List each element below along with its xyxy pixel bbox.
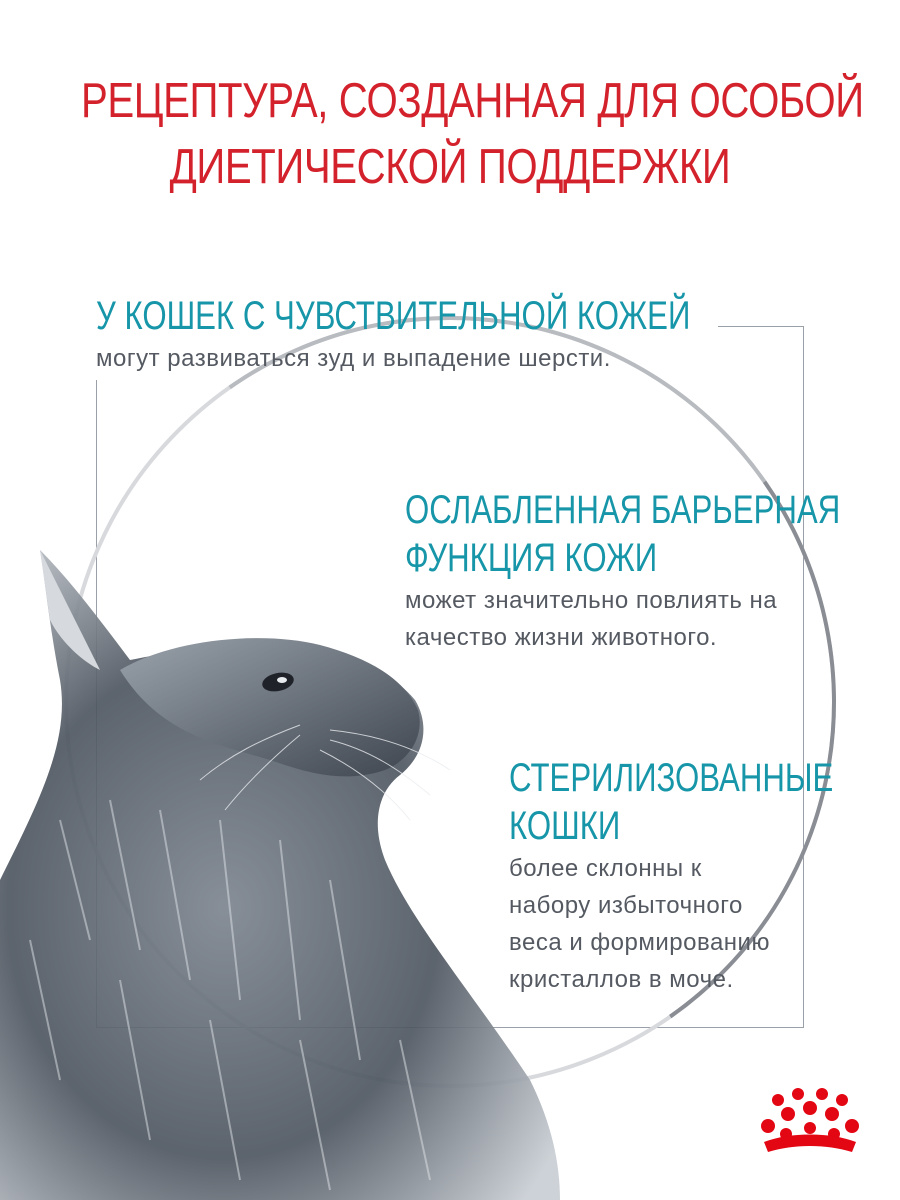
royal-crown-logo	[750, 1086, 870, 1166]
headline-line-2: ДИЕТИЧЕСКОЙ ПОДДЕРЖКИ	[169, 140, 731, 194]
fact-block-barrier-function	[405, 486, 900, 656]
fact-text: более склонны к	[509, 855, 702, 882]
fact-title: У КОШЕК С ЧУВСТВИТЕЛЬНОЙ КОЖЕЙ	[96, 294, 691, 338]
fact-text: могут развиваться зуд и выпадение шерсти.	[96, 345, 611, 372]
fact-text: набору избыточного	[509, 892, 743, 919]
fact-text: качество жизни животного.	[405, 624, 718, 651]
fact-text: веса и формированию	[509, 929, 770, 956]
fact-title: КОШКИ	[509, 804, 621, 848]
fact-text: может значительно повлиять на	[405, 587, 778, 614]
fact-title: ФУНКЦИЯ КОЖИ	[405, 536, 658, 580]
headline-line-1: РЕЦЕПТУРА, СОЗДАННАЯ ДЛЯ ОСОБОЙ	[81, 74, 864, 128]
fact-title: СТЕРИЛИЗОВАННЫЕ	[509, 756, 834, 800]
page-headline	[81, 68, 864, 200]
fact-block-sensitive-skin	[96, 292, 858, 377]
fact-block-sterilized	[509, 754, 900, 998]
fact-text: кристаллов в моче.	[509, 966, 734, 993]
fact-title: ОСЛАБЛЕННАЯ БАРЬЕРНАЯ	[405, 488, 841, 532]
